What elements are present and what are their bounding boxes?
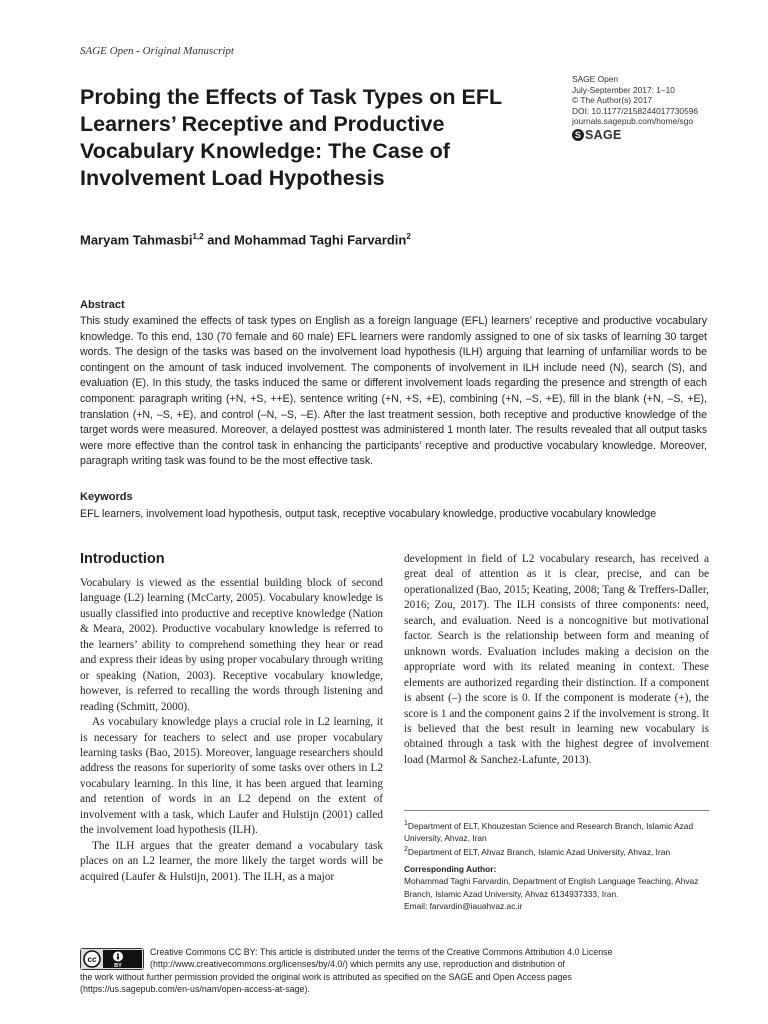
body-paragraph: The ILH argues that the greater demand a vocabulary task places on an L2 learner, the more likely the target words will be acquired (Laufer & Hulstijn, 2001). The ILH, as a major — [80, 839, 383, 883]
author-connector: and — [203, 232, 234, 248]
body-paragraph: Vocabulary is viewed as the essential building block of second language (L2) learning (McCarty, 2005). Vocabulary knowledge is usually classified into productive and receptive knowledge (Nation & Meara, 2002). Productive vocabulary knowledge is referred to the learners’ ability to comprehend something they hear or read and express their ideas by using proper vocabulary through writing or speaking (Nation, 2003). Receptive vocabulary knowledge, however, is referred to recalling the words through listening and reading (Schmitt, 2000). — [80, 577, 383, 713]
copyright-line: © The Author(s) 2017 — [572, 95, 653, 106]
keywords-heading: Keywords — [80, 491, 133, 503]
affiliation-marker: 2 — [404, 846, 408, 854]
keywords-text: EFL learners, involvement load hypothesis, output task, receptive vocabulary knowledge, productive vocabulary knowledge — [80, 508, 657, 520]
author-name: Mohammad Taghi Farvardin — [233, 232, 407, 248]
affiliation-marker: 1 — [404, 820, 408, 827]
journal-url-link[interactable]: journals.sagepub.com/home/sgo — [572, 116, 694, 127]
left-column — [80, 576, 383, 885]
paper-title: Probing the Effects of Task Types on EFL Learners’ Receptive and Productive Vocabulary Knowledge: The Case of Involvement Load Hypothesis — [80, 85, 502, 190]
affiliation-2 — [404, 844, 712, 858]
corresponding-author-text: Mohammad Taghi Farvardin, Department of English Language Teaching, Ahvaz Branch, Islamic Azad University, Ahvaz 6134937333, Iran. — [404, 876, 699, 899]
sage-logo — [572, 129, 698, 141]
affiliation-marker: 1,2 — [192, 232, 204, 241]
right-column — [404, 552, 709, 768]
journal-name: SAGE Open — [572, 74, 619, 84]
author-line — [80, 232, 411, 247]
svg-text:cc: cc — [87, 955, 97, 964]
abstract-text: This study examined the effects of task types on English as a foreign language (EFL) learners’ receptive and productive vocabulary knowledge. To this end, 130 (70 female and 60 male) EFL learners were randomly assigned to one of six tasks of learning 30 target words. The design of the tasks was based on the involvement load hypothesis (ILH) arguing that learning of unfamiliar words to be contingent on the amount of task induced involvement. The components of involvement in ILH include need (N), search (S), and evaluation (E). In this study, the tasks induced the same or different involvement loads regarding the presence and strength of each component: paragraph writing (+N, +S, ++E), sentence writing (+N, +S, +E), combining (+N, –S, +E), fill in the blank (+N, –S, +E), translation (+N, –S, +E), and control (–N, –S, –E). After the last treatment session, both receptive and productive knowledge of the target words were measured. Moreover, a delayed posttest was administered 1 month later. The results revealed that all output tasks were more effective than the control task in enhancing the participants’ receptive and productive vocabulary knowledge. Moreover, paragraph writing task was found to be the most effective task. — [80, 315, 707, 468]
running-head: SAGE Open - Original Manuscript — [80, 45, 234, 57]
badge-label: BY — [114, 963, 122, 969]
license-line: Creative Commons CC BY: This article is distributed under the terms of the Creative Commons Attribution 4.0 License — [150, 947, 613, 957]
affiliation-text: Department of ELT, Khouzestan Science and Research Branch, Islamic Azad University, Ahvaz, Iran — [404, 820, 694, 843]
section-heading-introduction: Introduction — [80, 551, 165, 567]
sage-logo-text: SAGE — [585, 127, 622, 142]
affiliation-text: Department of ELT, Ahvaz Branch, Islamic Azad University, Ahvaz, Iran — [407, 847, 671, 857]
author-name: Maryam Tahmasbi — [80, 232, 193, 248]
affiliation-marker: 2 — [406, 232, 411, 241]
footnotes — [404, 818, 712, 912]
journal-info — [572, 74, 698, 141]
abstract-heading: Abstract — [80, 299, 125, 311]
license-url-link[interactable]: (https://us.sagepub.com/en-us/nam/open-access-at-sage). — [80, 984, 310, 995]
license-line: the work without further permission provided the original work is attributed as specified on the SAGE and Open Access pages — [80, 971, 572, 982]
corresponding-email[interactable]: Email: farvardin@iauahvaz.ac.ir — [404, 900, 523, 911]
sage-s-icon: S — [572, 129, 584, 141]
body-paragraph: As vocabulary knowledge plays a crucial role in L2 learning, it is necessary for teachers to select and use proper vocabulary learning tasks (Bao, 2015). Moreover, language researchers should address the reasons for superiority of some tasks over others in L2 vocabulary learning. In this line, it has been argued that learning and retention of words in an L2 depend on the extent of involvement with a task, which Laufer and Hulstijn (2001) called the involvement load hypothesis (ILH). — [80, 716, 383, 837]
license-notice — [80, 946, 680, 996]
corresponding-author-heading: Corresponding Author: — [404, 864, 497, 875]
doi-link[interactable]: DOI: 10.1177/2158244017730596 — [572, 105, 699, 116]
affiliation-1 — [404, 818, 712, 844]
body-paragraph: development in field of L2 vocabulary research, has received a great deal of attention as it is clear, precise, and can be operationalized (Bao, 2015; Keating, 2008; Tang & Treffers-Daller, 2016; Zou, 2017). The ILH consists of three components: need, search, and evaluation. Need is a noncognitive but motivational factor. Search is the relationship between form and meaning of unknown words. Evaluation includes making a decision on the appropriate word with its related meaning in context. These elements are authorized regarding their distinction. If a component is absent (–) the score is 0. If the component is moderate (+), the score is 1 and the component gains 2 if the involvement is strong. It is believed that the best result in learning new vocabulary is obtained through a task with the highest degree of involvement load (Marmol & Sanchez-Lafunte, 2013). — [404, 553, 709, 766]
license-url-link[interactable]: (http://www.creativecommons.org/licenses/by/4.0/) which permits any use, reproduction and distribution of — [150, 959, 565, 970]
journal-issue: July-September 2017: 1–10 — [572, 84, 675, 95]
footnote-divider — [404, 810, 709, 811]
